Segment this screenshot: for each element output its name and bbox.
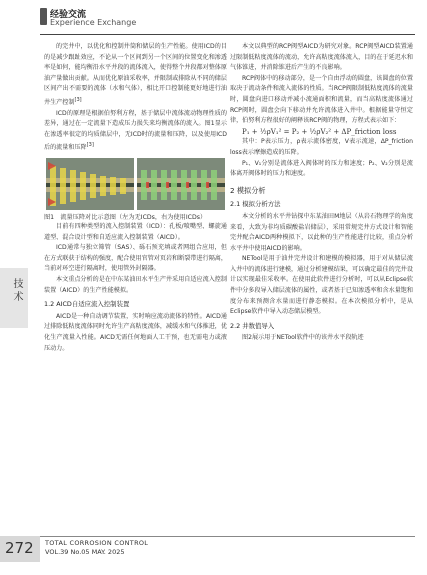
header-rule <box>40 34 415 35</box>
paragraph: 本文以典型的RCP阀型AICD为研究对象。RCP阀型AICD装置通过限制低粘度流体的流动，允许高粘度流体流入，目的在于延迟水和气体锥进，并消除锥进后产生的不良影响。 <box>230 43 413 72</box>
page-number-box <box>0 536 40 562</box>
figure-caption: 图1 流量压降对比示意图（左为无ICDs，右为使用ICDs） <box>44 214 207 221</box>
citation: [3] <box>74 96 82 103</box>
section-logo-icon <box>40 8 47 25</box>
paragraph: 目前有四种类型的流入控制装置（ICD）：孔板/喷嘴型、螺旋通道型、混合设计型和自适应流入控制装置（AICD）。 <box>44 223 227 241</box>
figure-1 <box>44 158 227 210</box>
footer-rule <box>40 536 415 537</box>
figure-image-with-icd <box>137 158 225 210</box>
paragraph: 本文重点分析的是在中东某油田水平生产井采用自适应流入控制装置（AICD）的生产性能模拟。 <box>44 275 227 294</box>
paragraph: 本文分析的水平井钻探中东某油田M地层（从岩石物理学的角度来看，大致为非均质碳酸盐岩储层），采用常规完井方式设计和智能完井配合AICD两种模拟下，以此种的生产性能进行比较，重点分析水平井中使用AICD的影响。 <box>230 212 413 252</box>
paragraph: RCP阀体中的移动部分，是一个自由浮动的圆盘，该圆盘的位置取决于流动条件和流入流体的性质。当RCP阀限制低粘度流体的流量时，圆盘向进口移动并减小流通面积和流量，而当高粘度流体通过RCP阀时，圆盘会向下移动并允许流体进入井中。根据能量守恒定律，伯努利方程很好的阐释该RCP阀的物理，方程式表示如下： <box>230 74 413 125</box>
paragraph: AICD是一种自动调节装置，实时响应流动流体的特性。AICD通过排除低粘度流体同时允许生产高粘度流体，减缓水和气体推进，优化生产流量入性能。AICD无需任何地面人工干预，也无需电力或液压动力。 <box>44 312 227 352</box>
figure-image-without-icd <box>46 158 134 210</box>
section-heading: 1.2 AICD自适应流入控制装置 <box>44 300 130 309</box>
page-footer <box>0 536 427 575</box>
paragraph: P₁、V₁分别是流体进入阀体时的压力和速度；P₂、V₂分别是流体离开阀体时的压力和速度。 <box>230 159 413 178</box>
section-heading: 2 模拟分析 <box>230 185 266 195</box>
section-title-en: Experience Exchange <box>50 18 137 27</box>
subsection-heading: 2.2 井数值导入 <box>230 321 275 330</box>
journal-name: TOTAL CORROSION CONTROL <box>45 539 149 547</box>
page-number: 272 <box>5 539 34 557</box>
paragraph: 的完井中，以优化和控制井筒和储层的生产性能。使用ICD的目的是减少跟趾效应，不论从一个区间到另一个区间的位置变化和渗透率是如何，能均衡沿水平井段的流体流入，使得整个井段都对整体原油产量做出贡献。从而优化原油采收率，并限制或排除从不同的储层区间产出不需要的流体（水和气体），相比开口控制能更好地进行油井生产控制[3] <box>44 43 227 106</box>
paragraph: ICD通常与独立筛管（SAS）、砾石预充填或者网组合应用，但在方式联获于结构的强度，配合使用官管对页岩和断裂带进行隔离，当前对环空进行隔离时，使用管外封隔器。 <box>44 244 227 273</box>
paragraph: ICD的原理是根据伯努利方程，基于储层中流体流动物理性质的差异，通过在一定流量下造成压力损失来均衡流体的流入。图1显示在渗透率很定的均质储层中，无ICD时的流量和压降，以及使用ICD后的流量和压降[3] <box>44 109 227 152</box>
section-title-cn: 经验交流 <box>50 10 87 20</box>
journal-issue: VOL.39 No.05 MAY. 2025 <box>45 548 125 556</box>
left-column <box>44 42 227 354</box>
right-column <box>230 42 413 344</box>
paragraph: 其中：P表示压力，ρ表示流体密度，V表示流速，ΔP_friction loss表示摩擦造成的压降。 <box>230 138 413 156</box>
paragraph: 图2展示用于NETool软件中的该井水平段轨迹 <box>242 334 364 342</box>
bernoulli-equation: P₁ + ½ρV₁² = P₂ + ½ρV₂² + ΔP_friction loss <box>242 127 397 136</box>
citation: [3] <box>86 142 94 149</box>
paragraph: NETool是用于油井完井设计和建模的模拟器，用于对从储层流入井中的流体进行建模，通过分析建模结果，可以确定最佳的完井设计以实现最佳采收率。在使用此软件进行分析时，可以从Eclipse软件中分多段导入储层流体的属性，或者基于已知渗透率和含水量饱和度分布来预测含水量而进行静态模拟。在本次模拟分析中，是从Eclipse软件中导入动态储层模型。 <box>230 255 413 316</box>
subsection-heading: 2.1 模拟分析方法 <box>230 200 281 209</box>
side-tab-label: 技 术 <box>11 278 22 302</box>
side-category-tab <box>0 268 28 328</box>
